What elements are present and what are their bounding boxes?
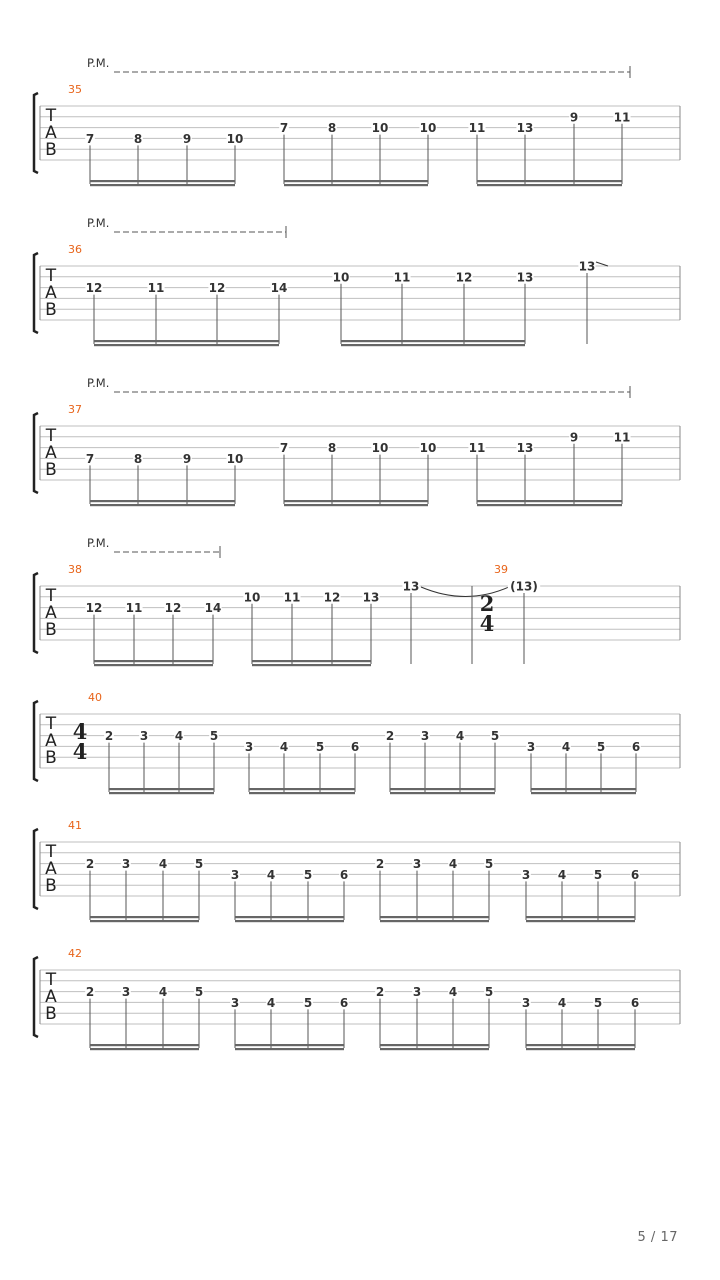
fret-number: 2 — [385, 729, 395, 744]
fret-number: 5 — [593, 867, 603, 882]
beam-primary — [526, 1044, 635, 1046]
beam-secondary — [341, 344, 525, 346]
beam-secondary — [90, 504, 235, 506]
fret-number: 9 — [182, 131, 192, 146]
fret-number: 5 — [303, 867, 313, 882]
beam-primary — [526, 916, 635, 918]
fret-number: 4 — [561, 739, 571, 754]
tab-clef-letter: B — [45, 300, 57, 320]
fret-number: 4 — [158, 985, 168, 1000]
beam-primary — [252, 660, 371, 662]
fret-number: 4 — [448, 857, 458, 872]
fret-number: 5 — [596, 739, 606, 754]
tab-clef-letter: T — [45, 842, 57, 862]
fret-number: 9 — [569, 110, 579, 125]
beam-secondary — [526, 920, 635, 922]
beam-secondary — [390, 792, 495, 794]
beam-primary — [284, 500, 428, 502]
beam-primary — [235, 916, 344, 918]
fret-number: 4 — [279, 739, 289, 754]
fret-number: 12 — [85, 281, 103, 296]
tab-clef-letter: T — [45, 714, 57, 734]
beam-primary — [90, 916, 199, 918]
fret-number: 2 — [375, 985, 385, 1000]
fret-number: 12 — [208, 281, 226, 296]
fret-number: 12 — [323, 590, 341, 605]
tab-clef-letter: A — [45, 859, 57, 879]
fret-number: 9 — [182, 451, 192, 466]
beam-secondary — [94, 664, 213, 666]
beam-secondary — [235, 1048, 344, 1050]
fret-number: 10 — [419, 441, 437, 456]
fret-number: 7 — [279, 441, 289, 456]
tab-clef-letter: T — [45, 426, 57, 446]
beam-secondary — [90, 184, 235, 186]
fret-number: 2 — [85, 985, 95, 1000]
tab-clef-letter: B — [45, 620, 57, 640]
fret-number: 10 — [371, 441, 389, 456]
beam-primary — [109, 788, 214, 790]
fret-number: 10 — [243, 590, 261, 605]
fret-number: 3 — [244, 739, 254, 754]
fret-number: 2 — [85, 857, 95, 872]
fret-number: 14 — [270, 281, 288, 296]
beam-secondary — [477, 504, 622, 506]
tab-clef-letter: A — [45, 603, 57, 623]
fret-number: 5 — [484, 857, 494, 872]
palm-mute-label: P.M. — [87, 56, 110, 70]
fret-number: 5 — [194, 985, 204, 1000]
fret-number: 13 — [516, 270, 534, 285]
fret-number: 6 — [630, 995, 640, 1010]
tab-clef-letter: T — [45, 266, 57, 286]
beam-secondary — [90, 1048, 199, 1050]
fret-number: 11 — [613, 430, 631, 445]
system-bracket — [34, 253, 38, 333]
measure-number: 35 — [68, 83, 82, 96]
tab-clef-letter: A — [45, 987, 57, 1007]
fret-number: 3 — [230, 867, 240, 882]
tab-clef-letter: B — [45, 140, 57, 160]
beam-primary — [531, 788, 636, 790]
fret-number: 4 — [174, 729, 184, 744]
tab-clef-letter: A — [45, 283, 57, 303]
fret-number: 11 — [125, 601, 143, 616]
fret-number: 8 — [327, 441, 337, 456]
fret-number: 3 — [230, 995, 240, 1010]
fret-number: 12 — [164, 601, 182, 616]
beam-secondary — [380, 920, 489, 922]
palm-mute-label: P.M. — [87, 376, 110, 390]
fret-number: 11 — [283, 590, 301, 605]
beam-secondary — [249, 792, 355, 794]
beam-primary — [380, 1044, 489, 1046]
fret-number: 2 — [375, 857, 385, 872]
fret-number: 13 — [578, 259, 596, 274]
fret-number: 11 — [468, 441, 486, 456]
beam-secondary — [477, 184, 622, 186]
fret-number: 3 — [121, 985, 131, 1000]
beam-secondary — [90, 920, 199, 922]
time-signature-digit: 2 — [479, 591, 495, 616]
fret-number: 3 — [412, 857, 422, 872]
beam-secondary — [252, 664, 371, 666]
fret-number: 10 — [226, 131, 244, 146]
fret-number: 8 — [133, 131, 143, 146]
palm-mute-label: P.M. — [87, 216, 110, 230]
tab-clef-letter: B — [45, 1004, 57, 1024]
beam-primary — [477, 180, 622, 182]
fret-number: 13 — [516, 441, 534, 456]
measure-number: 42 — [68, 947, 82, 960]
fret-number: 10 — [419, 121, 437, 136]
system-bracket — [34, 701, 38, 781]
fret-number: 5 — [194, 857, 204, 872]
measure-number: 41 — [68, 819, 82, 832]
system-bracket — [34, 93, 38, 173]
measure-number: 37 — [68, 403, 82, 416]
fret-number: 11 — [613, 110, 631, 125]
fret-number: 11 — [468, 121, 486, 136]
beam-primary — [284, 180, 428, 182]
system-bracket — [34, 957, 38, 1037]
fret-number: 6 — [339, 867, 349, 882]
fret-number: 4 — [266, 867, 276, 882]
fret-number: 4 — [557, 995, 567, 1010]
beam-primary — [90, 500, 235, 502]
tab-clef-letter: T — [45, 970, 57, 990]
fret-number: 6 — [350, 739, 360, 754]
measure-number: 40 — [88, 691, 102, 704]
fret-number: 11 — [393, 270, 411, 285]
beam-secondary — [235, 920, 344, 922]
beam-secondary — [526, 1048, 635, 1050]
system-bracket — [34, 829, 38, 909]
beam-secondary — [284, 504, 428, 506]
beam-primary — [477, 500, 622, 502]
tab-clef-letter: B — [45, 876, 57, 896]
beam-primary — [94, 340, 279, 342]
palm-mute-label: P.M. — [87, 536, 110, 550]
beam-primary — [235, 1044, 344, 1046]
fret-number: 8 — [133, 451, 143, 466]
tab-clef-letter: B — [45, 748, 57, 768]
tab-clef-letter: T — [45, 586, 57, 606]
fret-number: 9 — [569, 430, 579, 445]
measure-number: 36 — [68, 243, 82, 256]
page-number: 5 / 17 — [637, 1230, 678, 1245]
fret-number: 4 — [557, 867, 567, 882]
tab-clef-letter: A — [45, 731, 57, 751]
beam-secondary — [94, 344, 279, 346]
fret-number: 5 — [593, 995, 603, 1010]
fret-number: 7 — [85, 451, 95, 466]
tab-clef-letter: T — [45, 106, 57, 126]
fret-number: 3 — [420, 729, 430, 744]
fret-number: 4 — [448, 985, 458, 1000]
tab-clef-letter: A — [45, 123, 57, 143]
system-bracket — [34, 573, 38, 653]
fret-number: 12 — [455, 270, 473, 285]
fret-number: (13) — [510, 579, 538, 594]
beam-primary — [341, 340, 525, 342]
beam-secondary — [109, 792, 214, 794]
tie-arc — [421, 587, 509, 597]
tab-clef-letter: A — [45, 443, 57, 463]
fret-number: 5 — [490, 729, 500, 744]
beam-primary — [380, 916, 489, 918]
beam-secondary — [284, 184, 428, 186]
tab-clef-letter: B — [45, 460, 57, 480]
fret-number: 7 — [85, 131, 95, 146]
time-signature-digit: 4 — [72, 719, 88, 744]
fret-number: 14 — [204, 601, 222, 616]
fret-number: 10 — [371, 121, 389, 136]
fret-number: 11 — [147, 281, 165, 296]
system-bracket — [34, 413, 38, 493]
fret-number: 6 — [631, 739, 641, 754]
measure-number: 39 — [494, 563, 508, 576]
fret-number: 5 — [209, 729, 219, 744]
fret-number: 3 — [521, 867, 531, 882]
fret-number: 7 — [279, 121, 289, 136]
fret-number: 12 — [85, 601, 103, 616]
fret-number: 13 — [402, 579, 420, 594]
beam-primary — [90, 1044, 199, 1046]
fret-number: 3 — [139, 729, 149, 744]
fret-number: 3 — [526, 739, 536, 754]
time-signature-digit: 4 — [72, 739, 88, 764]
beam-primary — [94, 660, 213, 662]
fret-number: 5 — [303, 995, 313, 1010]
beam-primary — [249, 788, 355, 790]
fret-number: 10 — [226, 451, 244, 466]
time-signature-digit: 4 — [479, 611, 495, 636]
beam-primary — [390, 788, 495, 790]
beam-secondary — [531, 792, 636, 794]
fret-number: 6 — [339, 995, 349, 1010]
fret-number: 3 — [121, 857, 131, 872]
fret-number: 8 — [327, 121, 337, 136]
fret-number: 10 — [332, 270, 350, 285]
slide-out-mark — [596, 262, 608, 266]
fret-number: 5 — [484, 985, 494, 1000]
fret-number: 2 — [104, 729, 114, 744]
fret-number: 5 — [315, 739, 325, 754]
fret-number: 6 — [630, 867, 640, 882]
fret-number: 4 — [266, 995, 276, 1010]
fret-number: 13 — [362, 590, 380, 605]
measure-number: 38 — [68, 563, 82, 576]
fret-number: 3 — [412, 985, 422, 1000]
beam-primary — [90, 180, 235, 182]
beam-secondary — [380, 1048, 489, 1050]
fret-number: 13 — [516, 121, 534, 136]
fret-number: 4 — [455, 729, 465, 744]
fret-number: 4 — [158, 857, 168, 872]
fret-number: 3 — [521, 995, 531, 1010]
